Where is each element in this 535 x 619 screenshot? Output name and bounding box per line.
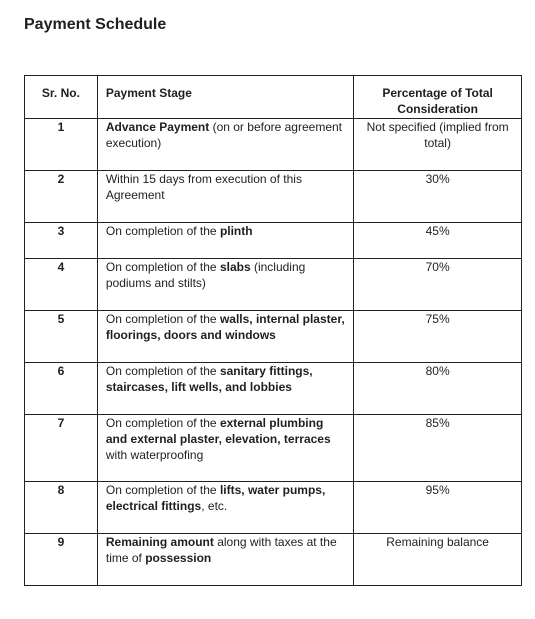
table-row	[25, 363, 522, 415]
table-header-row	[25, 76, 522, 119]
cell-payment-stage	[97, 415, 353, 482]
table-row	[25, 415, 522, 482]
cell-sr-no: 6	[25, 363, 98, 415]
stage-text: along with taxes at the time of	[105, 535, 337, 565]
stage-text: On completion of the	[105, 224, 220, 238]
stage-text: On completion of the	[105, 260, 220, 274]
cell-payment-stage	[97, 223, 353, 259]
header-percentage-line1: Percentage of Total	[382, 86, 493, 100]
stage-text-bold: walls, internal plaster, floorings, doors and windows	[105, 312, 345, 342]
cell-sr-no: 3	[25, 223, 98, 259]
header-payment-stage: Payment Stage	[97, 76, 353, 119]
cell-percentage: 95%	[354, 482, 522, 534]
table-row	[25, 311, 522, 363]
cell-percentage: 80%	[354, 363, 522, 415]
table-row	[25, 534, 522, 586]
table-row	[25, 482, 522, 534]
cell-payment-stage	[97, 482, 353, 534]
stage-text: , etc.	[201, 499, 228, 513]
cell-sr-no: 5	[25, 311, 98, 363]
header-sr-no: Sr. No.	[25, 76, 98, 119]
stage-text: (including podiums and stilts)	[105, 260, 306, 290]
table-row	[25, 223, 522, 259]
cell-percentage: 45%	[354, 223, 522, 259]
stage-text-bold: Advance Payment	[105, 120, 210, 134]
page-title: Payment Schedule	[24, 16, 167, 33]
stage-text: On completion of the	[105, 483, 220, 497]
header-percentage-line2: Consideration	[397, 102, 478, 116]
cell-percentage: 75%	[354, 311, 522, 363]
stage-text: On completion of the	[105, 364, 220, 378]
cell-payment-stage	[97, 363, 353, 415]
cell-payment-stage	[97, 311, 353, 363]
stage-text: with waterproofing	[105, 448, 204, 462]
cell-sr-no: 2	[25, 171, 98, 223]
stage-text-bold: Remaining amount	[105, 535, 214, 549]
stage-text: On completion of the	[105, 312, 220, 326]
cell-percentage: 30%	[354, 171, 522, 223]
cell-sr-no: 4	[25, 259, 98, 311]
stage-text-bold: external plumbing and external plaster, elevation, terraces	[105, 416, 331, 446]
stage-text-bold: possession	[145, 551, 212, 565]
stage-text-bold: plinth	[219, 224, 253, 238]
cell-percentage: 85%	[354, 415, 522, 482]
cell-payment-stage	[97, 259, 353, 311]
cell-payment-stage	[97, 171, 353, 223]
stage-text: Within 15 days from execution of this Agreement	[105, 172, 302, 202]
table-row	[25, 259, 522, 311]
table-row	[25, 119, 522, 171]
cell-payment-stage	[97, 119, 353, 171]
cell-percentage: Not specified (implied from total)	[354, 119, 522, 171]
table-row	[25, 171, 522, 223]
cell-percentage: 70%	[354, 259, 522, 311]
stage-text-bold: slabs	[219, 260, 251, 274]
cell-sr-no: 1	[25, 119, 98, 171]
cell-sr-no: 7	[25, 415, 98, 482]
cell-percentage: Remaining balance	[354, 534, 522, 586]
stage-text-bold: sanitary fittings, staircases, lift wells, and lobbies	[105, 364, 313, 394]
stage-text: (on or before agreement execution)	[105, 120, 342, 150]
header-percentage	[354, 76, 522, 119]
stage-text-bold: lifts, water pumps, electrical fittings	[105, 483, 326, 513]
stage-text: On completion of the	[105, 416, 220, 430]
cell-payment-stage	[97, 534, 353, 586]
cell-sr-no: 9	[25, 534, 98, 586]
cell-sr-no: 8	[25, 482, 98, 534]
payment-schedule-table	[24, 75, 522, 586]
